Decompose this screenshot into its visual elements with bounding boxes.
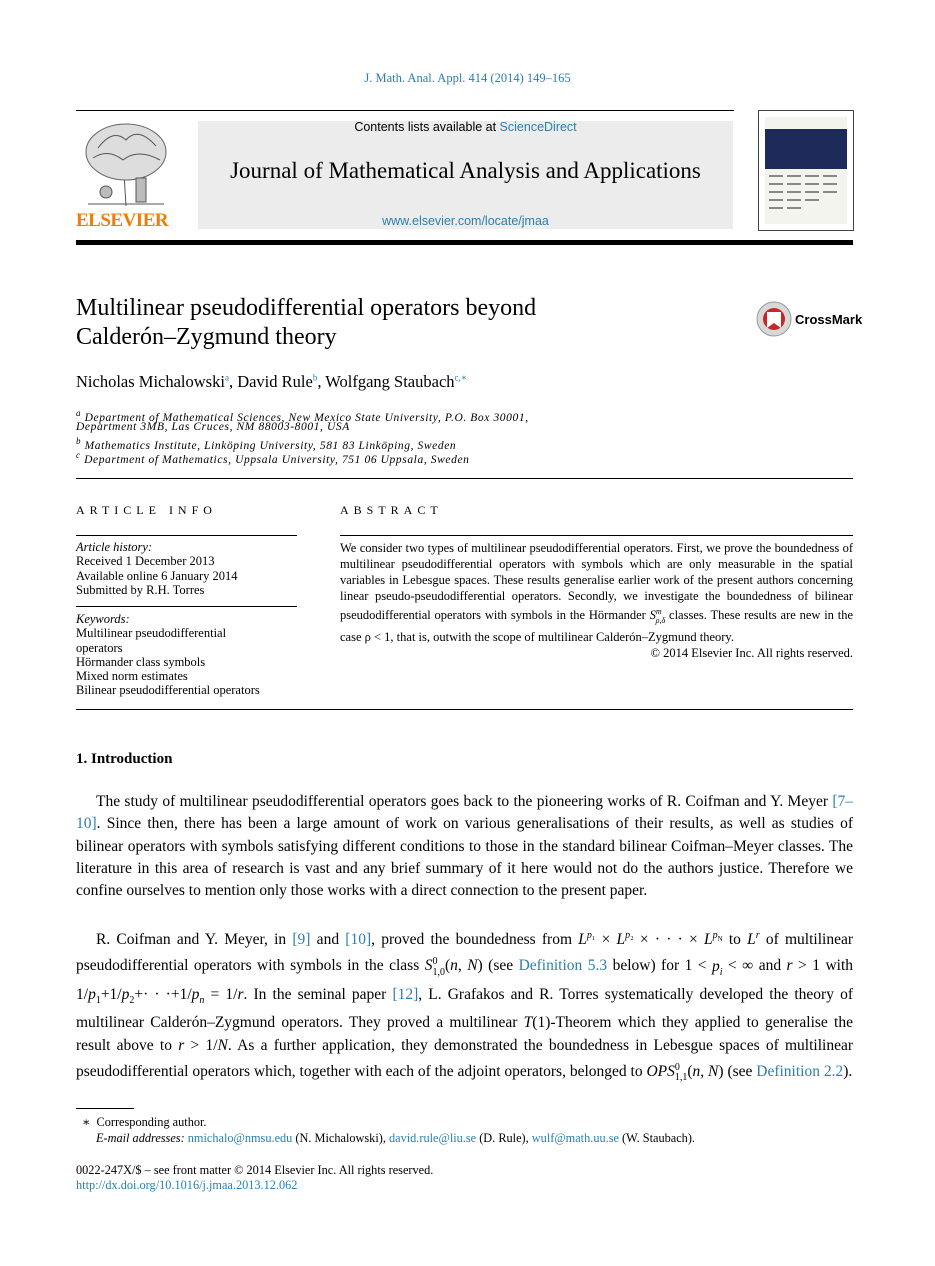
abstract-text: We consider two types of multilinear pseudodifferential operators. First, we prove the boundedness of multilinear pseudodifferential operators with symbols which are only measurable in the spatial variables in Lebesgue spaces. These results generalise earlier work of the present authors concerning linear pseudo-pseudodifferential operators. Secondly, we investigate the boundedness of bilinear pseudodifferential operators with symbols in the Hörmander $S^m_{\rho,\delta}$ classes. These results are new in the case ρ < 1, that is, outwith the scope of multilinear Calderón–Zygmund theory. © 2014 Elsevier Inc. All rights reserved. <box>340 541 853 660</box>
contents-line <box>198 120 733 134</box>
affiliation: $^c$ Department of Mathematics, Uppsala University, 751 06 Uppsala, Sweden <box>76 450 470 466</box>
author-name: Nicholas Michalowski <box>76 372 225 391</box>
citation-link[interactable]: [10] <box>345 931 372 949</box>
keywords: Keywords: Multilinear pseudodifferential operators Hörmander class symbols Mixed norm estimates Bilinear pseudodifferential operators <box>76 612 260 698</box>
citation-link[interactable]: [7–10] <box>76 793 853 833</box>
affiliation: Department 3MB, Las Cruces, NM 88003-8001, USA <box>76 421 350 433</box>
definition-link[interactable]: Definition 5.3 <box>518 957 608 975</box>
article-history: Article history: Received 1 December 2013 Available online 6 January 2014 Submitted by R.H. Torres <box>76 540 238 597</box>
email-link[interactable]: david.rule@liu.se <box>388 1131 477 1145</box>
email-link[interactable]: nmichalo@nmsu.edu <box>187 1131 293 1145</box>
abstract-heading: ABSTRACT <box>340 503 443 517</box>
contents-prefix: Contents lists available at <box>354 120 500 134</box>
divider <box>76 478 853 479</box>
journal-cover-thumbnail <box>758 110 854 231</box>
crossmark-label[interactable]: CrossMark <box>795 312 863 327</box>
issn-line: 0022-247X/$ – see front matter © 2014 Elsevier Inc. All rights reserved. <box>76 1163 434 1177</box>
divider <box>76 606 297 607</box>
divider <box>76 535 297 536</box>
author-sup[interactable]: b <box>312 372 318 383</box>
affiliation: $^b$ Mathematics Institute, Linköping University, 581 83 Linköping, Sweden <box>76 436 457 452</box>
author-sup[interactable]: c,∗ <box>454 372 467 383</box>
citation-link[interactable]: [12] <box>392 986 419 1003</box>
sciencedirect-link[interactable]: ScienceDirect <box>499 120 577 134</box>
email-link[interactable]: wulf@math.uu.se <box>531 1131 619 1145</box>
divider <box>340 535 853 536</box>
email-addresses: E-mail addresses: nmichalo@nmsu.edu (N. Michalowski), david.rule@liu.se (D. Rule), wulf@math.uu.se (W. Staubach). <box>96 1131 695 1145</box>
journal-reference[interactable]: J. Math. Anal. Appl. 414 (2014) 149–165 <box>364 71 571 85</box>
affiliation: $^a$ Department of Mathematical Sciences, New Mexico State University, P.O. Box 30001, <box>76 408 529 424</box>
definition-link[interactable]: Definition 2.2 <box>756 1063 844 1081</box>
article-title-line2: Calderón–Zygmund theory <box>76 324 337 350</box>
article-title <box>76 294 536 352</box>
article-info-heading: ARTICLE INFO <box>76 503 217 517</box>
divider <box>76 709 853 710</box>
author-name: Wolfgang Staubach <box>325 372 455 391</box>
author-name: David Rule <box>237 372 313 391</box>
author-sup[interactable]: a <box>224 372 229 383</box>
header-thick-rule <box>76 240 853 245</box>
article-title-line1: Multilinear pseudodifferential operators beyond <box>76 295 537 321</box>
elsevier-tree-logo <box>78 118 174 208</box>
header-rule <box>76 110 734 111</box>
section-heading: 1. Introduction <box>76 751 173 767</box>
author-list: Nicholas Michalowski$^a$, David Rule$^b$, Wolfgang Staubach$^{c,∗}$ <box>76 372 467 391</box>
abstract-copyright: © 2014 Elsevier Inc. All rights reserved. <box>650 645 853 660</box>
corresponding-author-note: ∗ Corresponding author. <box>82 1115 207 1129</box>
crossmark-icon[interactable] <box>756 301 792 337</box>
intro-paragraph-2: R. Coifman and Y. Meyer, in [9] and [10], proved the boundedness from $L^{p_1} \times L^{p_2}$ × · · · × $L^{p_N}$ to $L^r$ of multilinear pseudodifferential operators with symbols in the class $S^0_{1,0}(n$, N) (see Definition 5.3 below) for $1 < p_i$ < ∞ and r > 1 with $1/p_1+1/p_2+\cdot \cdot \cdot+1/p_n = 1/r$. In the seminal paper [12], L. Grafakos and R. Torres systematically developed the theory of multilinear Calderón–Zygmund operators. They proved a multilinear T(1)-Theorem which they applied to generalise the result above to r > 1/N. As a further application, they demonstrated the boundedness in Lebesgue spaces of multilinear pseudodifferential operators which, together with each of the adjoint operators, belonged to $OPS^0_{1,1}(n$, N) (see Definition 2.2). <box>76 930 854 1084</box>
journal-url-link[interactable]: www.elsevier.com/locate/jmaa <box>382 214 549 228</box>
journal-title: Journal of Mathematical Analysis and Applications <box>230 158 701 183</box>
doi-link[interactable]: http://dx.doi.org/10.1016/j.jmaa.2013.12.062 <box>76 1178 298 1192</box>
elsevier-logo-text: ELSEVIER <box>76 210 169 231</box>
intro-paragraph-1: The study of multilinear pseudodifferential operators goes back to the pioneering works of R. Coifman and Y. Meyer [7–10]. Since then, there has been a large amount of work on various generalisations of their results, as well as studies of bilinear operators with symbols satisfying different conditions to those in the standard bilinear Coifman–Meyer classes. The literature in this area of research is vast and any brief summary of it here would not do the authors justice. Therefore we confine ourselves to mention only those works with a direct connection to the present paper. <box>76 793 853 900</box>
citation-link[interactable]: [9] <box>292 931 311 949</box>
footnote-rule <box>76 1108 134 1109</box>
